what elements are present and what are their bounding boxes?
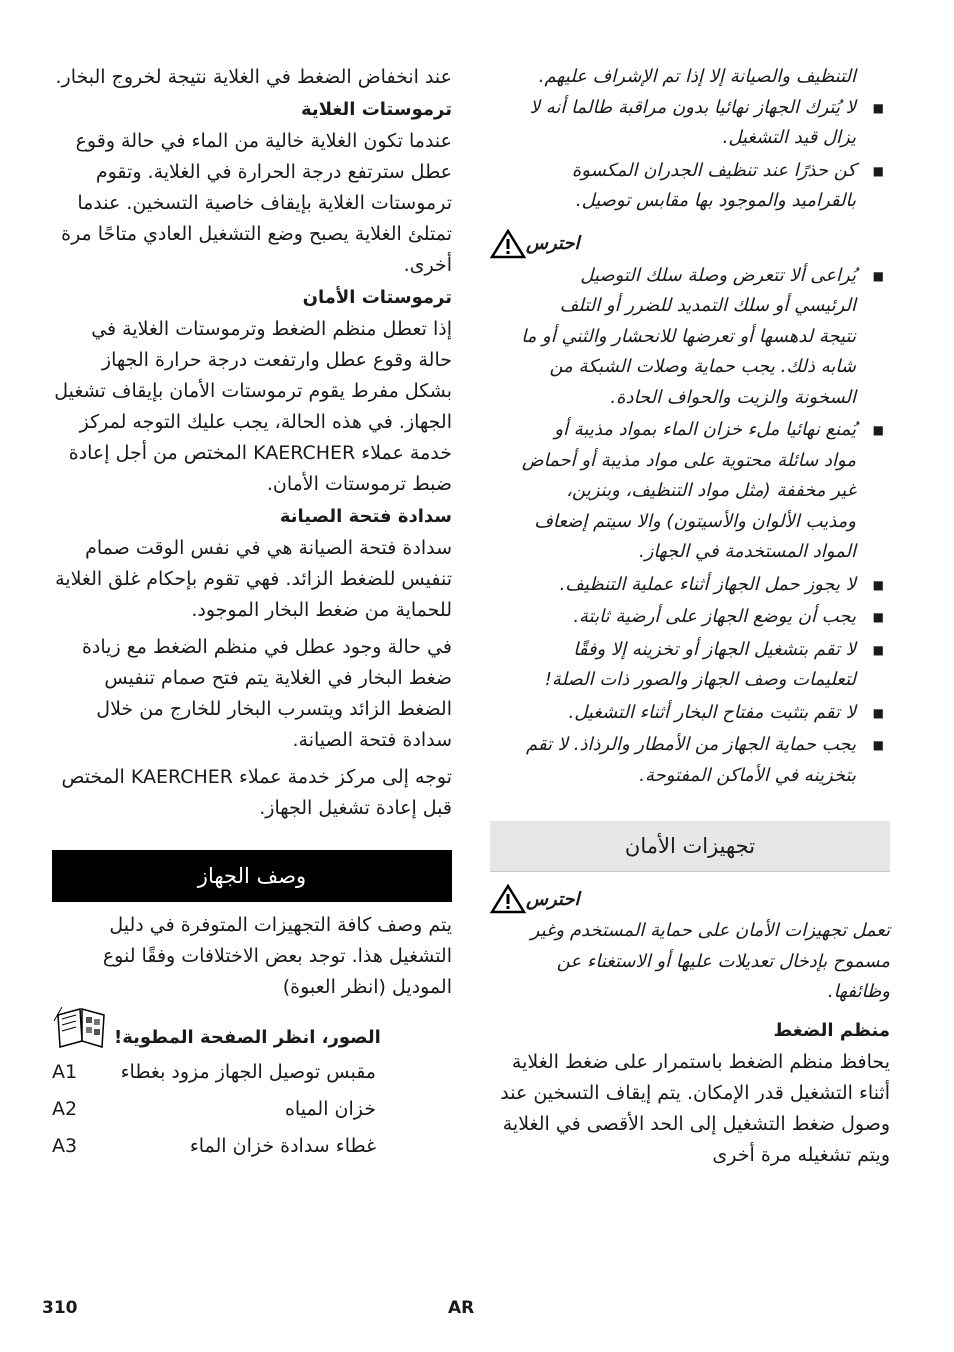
regulator-heading: منظم الضغط [773,1019,890,1041]
bullet-item: ■ يجب أن يوضع الجهاز على أرضية ثابتة. [490,602,890,633]
item-code: A2 [52,1098,78,1120]
warning-triangle-icon [490,229,526,259]
paragraph: عندما تكون الغلاية خالية من الماء في حالة وقوع عطل سترتفع درجة الحرارة في الغلاية. وتقوم ترموستات الغلاية بإيقاف خاصية التسخين. عندما تمتلئ الغلاية يصبح وضع التشغيل العادي متاحًا مرة أخرى. [61,130,452,276]
language-code: AR [448,1298,475,1318]
item-row [52,1054,452,1091]
paragraph: يتم وصف كافة التجهيزات المتوفرة في دليل التشغيل هذا. توجد بعض الاختلافات وفقًا لنوع الموديل (انظر العبوة) [102,914,452,998]
paragraph: إذا تعطل منظم الضغط وترموستات الغلاية في حالة وقوع عطل وارتفعت درجة حرارة الجهاز بشكل مفرط يقوم ترموستات الأمان بإيقاف تشغيل الجهاز. في هذه الحالة، يجب عليك التوجه لمركز خدمة عملاء KAERCHER المختص من أجل إعادة ضبط ترموستات الأمان. [54,318,452,495]
bullet-item: ■ لا تقم بتشغيل الجهاز أو تخزينه إلا وفقًا لتعليمات وصف الجهاز والصور ذات الصلة! [490,635,890,696]
section-heading-safety [490,821,890,872]
bullet-item: ■ لا يُترك الجهاز نهائيا بدون مراقبة طالما أنه لا يزال قيد التشغيل. [490,93,890,154]
item-label: مقبس توصيل الجهاز مزود بغطاء [120,1061,376,1083]
paragraph: توجه إلى مركز خدمة عملاء KAERCHER المختص قبل إعادة تشغيل الجهاز. [61,766,452,819]
fold-note-text: الصور، انظر الصفحة المطوية! [114,1027,381,1048]
heading-maintenance-cap: سدادة فتحة الصيانة [279,506,452,527]
bullet-item: ■ يجب حماية الجهاز من الأمطار والرذاذ. لا تقم بتخزينه في الأماكن المفتوحة. [490,730,890,791]
safety-text: تعمل تجهيزات الأمان على حماية المستخدم وغير مسموح بإدخال تعديلات عليها أو الاستغناء عن وظائفها. [530,920,890,1002]
fold-out-note [52,1001,452,1054]
paragraph: عند انخفاض الضغط في الغلاية نتيجة لخروج البخار. [55,66,452,88]
left-column [52,62,452,1165]
bullet-item: ■ يُراعى ألا تتعرض وصلة سلك التوصيل الرئيسي أو سلك التمديد للضرر أو التلف نتيجة لدهسها أو تعرضها للانحشار والثني أو ما شابه ذلك. يجب حماية وصلات الشبكة من السخونة والزيت والحواف الحادة. [490,261,890,414]
bullet-item: ■ يُمنع نهائيا ملء خزان الماء بمواد مذيبة أو مواد سائلة محتوية على مواد مذيبة أو أحماض غير مخففة (مثل مواد التنظيف، وبنزين، ومذيب الألوان والأسيتون) والا سيتم إضعاف المواد المستخدمة في الجهاز. [490,415,890,568]
warning-label: احترس [526,888,580,910]
item-code: A3 [52,1135,78,1157]
paragraph: سدادة فتحة الصيانة هي في نفس الوقت صمام تنفيس للضغط الزائد. فهي تقوم بإحكام غلق الغلاية للحماية من ضغط البخار الموجود. [55,537,452,621]
warning-label: احترس [526,233,580,254]
folded-book-icon [52,1001,110,1053]
bullet-item: ■ كن حذرًا عند تنظيف الجدران المكسوة بالقراميد والموجود بها مقابس توصيل. [490,156,890,217]
section-heading-description [52,850,452,902]
warning-heading [490,227,890,261]
item-label: غطاء سدادة خزان الماء [189,1135,376,1157]
heading-boiler-thermostat: ترموستات الغلاية [301,99,452,120]
warning-heading [490,882,890,916]
heading-safety-thermostat: ترموستات الأمان [302,287,452,308]
intro-continuation: التنظيف والصيانة إلا إذا تم الإشراف عليهم. [538,66,856,87]
item-row [52,1091,452,1128]
section-title: تجهيزات الأمان [624,834,756,858]
paragraph: في حالة وجود عطل في منظم الضغط مع زيادة ضغط البخار في الغلاية يتم فتح صمام تنفيس الضغط الزائد ويتسرب البخار للخارج من خلال سدادة فتحة الصيانة. [81,636,452,751]
warning-triangle-icon [490,884,526,914]
item-row [52,1128,452,1165]
regulator-text: يحافظ منظم الضغط باستمرار على ضغط الغلاية أثناء التشغيل قدر الإمكان. يتم إيقاف التسخين عند وصول ضغط التشغيل إلى الحد الأقصى في الغلاية ويتم تشغيله مرة أخرى [500,1050,890,1166]
bullet-item: ■ لا يجوز حمل الجهاز أثناء عملية التنظيف. [490,570,890,601]
bullet-item: ■ لا تقم بتثبت مفتاح البخار أثناء التشغيل. [490,698,890,729]
right-column [490,62,890,1171]
item-code: A1 [52,1061,78,1083]
item-label: خزان المياه [284,1098,376,1120]
section-title: وصف الجهاز [197,864,307,888]
page-number: 310 [42,1298,78,1318]
